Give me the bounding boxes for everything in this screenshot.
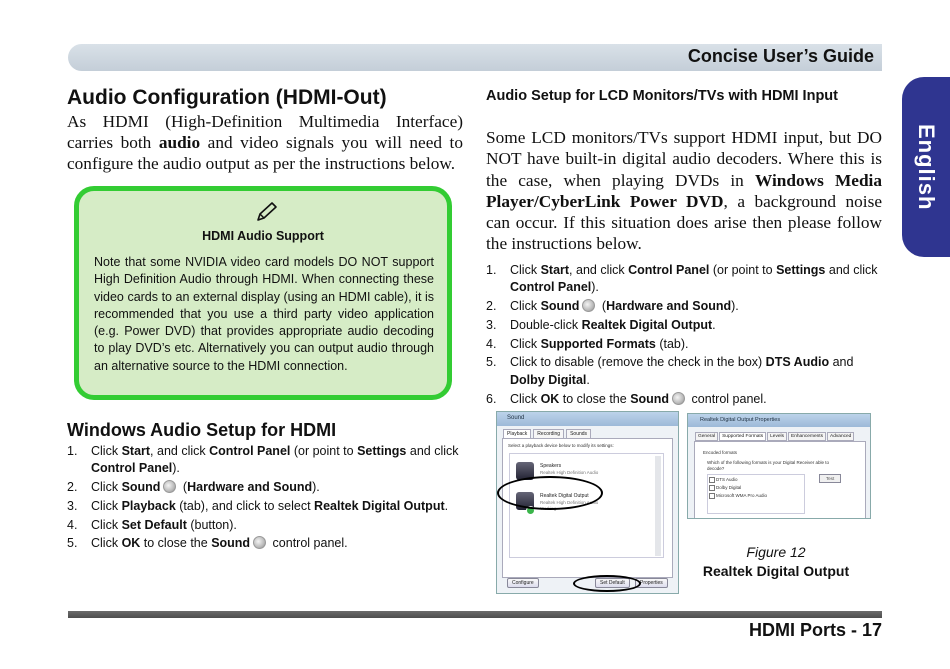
- tab-general: General: [695, 432, 718, 441]
- list-item: 5. Click OK to close the Sound control panel.: [67, 536, 348, 551]
- list-item: 5. Click to disable (remove the check in the box) DTS Audio and Dolby Digital.: [486, 355, 854, 387]
- sound-dialog-screenshot: [496, 411, 679, 594]
- figure-caption: [686, 543, 866, 581]
- tab-supported-formats: Supported Formats: [719, 432, 766, 441]
- figure-title: Realtek Digital Output: [702, 563, 850, 579]
- footer-rule: [68, 611, 882, 618]
- windows-steps-list: [67, 443, 462, 554]
- list-item: Realtek Digital Output Realtek High Definition Audio Working: [516, 490, 656, 514]
- sound-dialog-title: Sound: [497, 412, 678, 426]
- sound-icon: [163, 480, 176, 493]
- list-item: 2. Click Sound (Hardware and Sound).: [67, 480, 320, 495]
- list-item: 4. Click Supported Formats (tab).: [486, 336, 689, 351]
- windows-audio-heading: Windows Audio Setup for HDMI: [67, 420, 337, 440]
- tab-sounds: Sounds: [566, 429, 591, 439]
- highlight-ring: [573, 575, 641, 592]
- lcd-audio-paragraph: Some LCD monitors/TVs support HDMI input, but DO NOT have built-in digital audio decoders. Where this is the case, when playing DVDs in Windows Media Player/CyberLink Power DVD, a background noise can occur. If this situation does arise then please follow the instructions below.: [486, 128, 882, 254]
- scrollbar: [655, 456, 661, 556]
- formats-panel: [694, 441, 866, 519]
- tab-playback: Playback: [503, 429, 531, 439]
- note-title: HDMI Audio Support: [202, 229, 324, 243]
- list-item: 6. Click OK to close the Sound control panel.: [486, 391, 767, 406]
- sound-icon: [582, 299, 595, 312]
- tab-advanced: Advanced: [827, 432, 854, 441]
- list-item: DTS Audio: [708, 476, 804, 483]
- properties-dialog-screenshot: [687, 413, 871, 519]
- list-item: Microsoft WMA Pro Audio: [708, 492, 804, 499]
- header-bar: [68, 44, 882, 71]
- list-item: 4. Click Set Default (button).: [67, 517, 237, 532]
- section-heading: Audio Configuration (HDMI-Out): [67, 86, 387, 109]
- language-tab-label: English: [914, 123, 939, 211]
- footer-page-label: HDMI Ports - 17: [748, 620, 882, 640]
- language-tab: [902, 77, 950, 257]
- formats-question: Which of the following formats is your Digital Receiver able to decode?: [707, 460, 830, 471]
- lcd-audio-heading: Audio Setup for LCD Monitors/TVs with HDMI Input: [486, 88, 838, 104]
- list-item: 1. Click Start, and click Control Panel (or point to Settings and click Control Panel).: [67, 444, 459, 476]
- pen-icon: [254, 201, 278, 223]
- properties-dialog-title: Realtek Digital Output Properties: [688, 414, 870, 427]
- formats-list: [707, 474, 805, 514]
- figure-number: Figure 12: [746, 544, 806, 560]
- list-item: 3. Click Playback (tab), and click to select Realtek Digital Output.: [67, 498, 449, 513]
- properties-tabs: [695, 432, 854, 441]
- list-item: 1. Click Start, and click Control Panel (or point to Settings and click Control Panel).: [486, 263, 878, 295]
- note-body: Note that some NVIDIA video card models DO NOT support High Definition Audio through HDMI. When connecting these video cards to an external display (using an HDMI cable), it is recommended that you use a third party video application (e.g. Power DVD) that provides appropriate audio decoding to play DVD’s etc. Alternatively you can output audio through an alternative source to the HDMI connection.: [94, 255, 434, 373]
- lcd-steps-list: [486, 262, 882, 409]
- list-item: Dolby Digital: [708, 484, 804, 491]
- tab-recording: Recording: [533, 429, 564, 439]
- intro-paragraph: As HDMI (High-Definition Multimedia Interface) carries both audio and video signals you will need to configure the audio output as per the instructions below.: [67, 112, 463, 173]
- tab-enhancements: Enhancements: [788, 432, 826, 441]
- configure-button: Configure: [507, 578, 539, 588]
- list-item: 2. Click Sound (Hardware and Sound).: [486, 299, 739, 314]
- playback-hint: Select a playback device below to modify its settings:: [508, 443, 614, 448]
- sound-icon: [253, 536, 266, 549]
- properties-button: Properties: [635, 578, 668, 588]
- test-button: Test: [819, 474, 841, 483]
- encoded-formats-label: Encoded formats: [703, 450, 738, 455]
- header-title: Concise User’s Guide: [687, 46, 874, 66]
- list-item: 3. Double-click Realtek Digital Output.: [486, 317, 716, 332]
- set-default-button: Set Default: [595, 578, 630, 588]
- tab-levels: Levels: [767, 432, 787, 441]
- sound-icon: [672, 392, 685, 405]
- list-item: Speakers Realtek High Definition Audio: [516, 460, 656, 484]
- highlight-ring: [497, 476, 603, 510]
- note-box: [74, 186, 452, 400]
